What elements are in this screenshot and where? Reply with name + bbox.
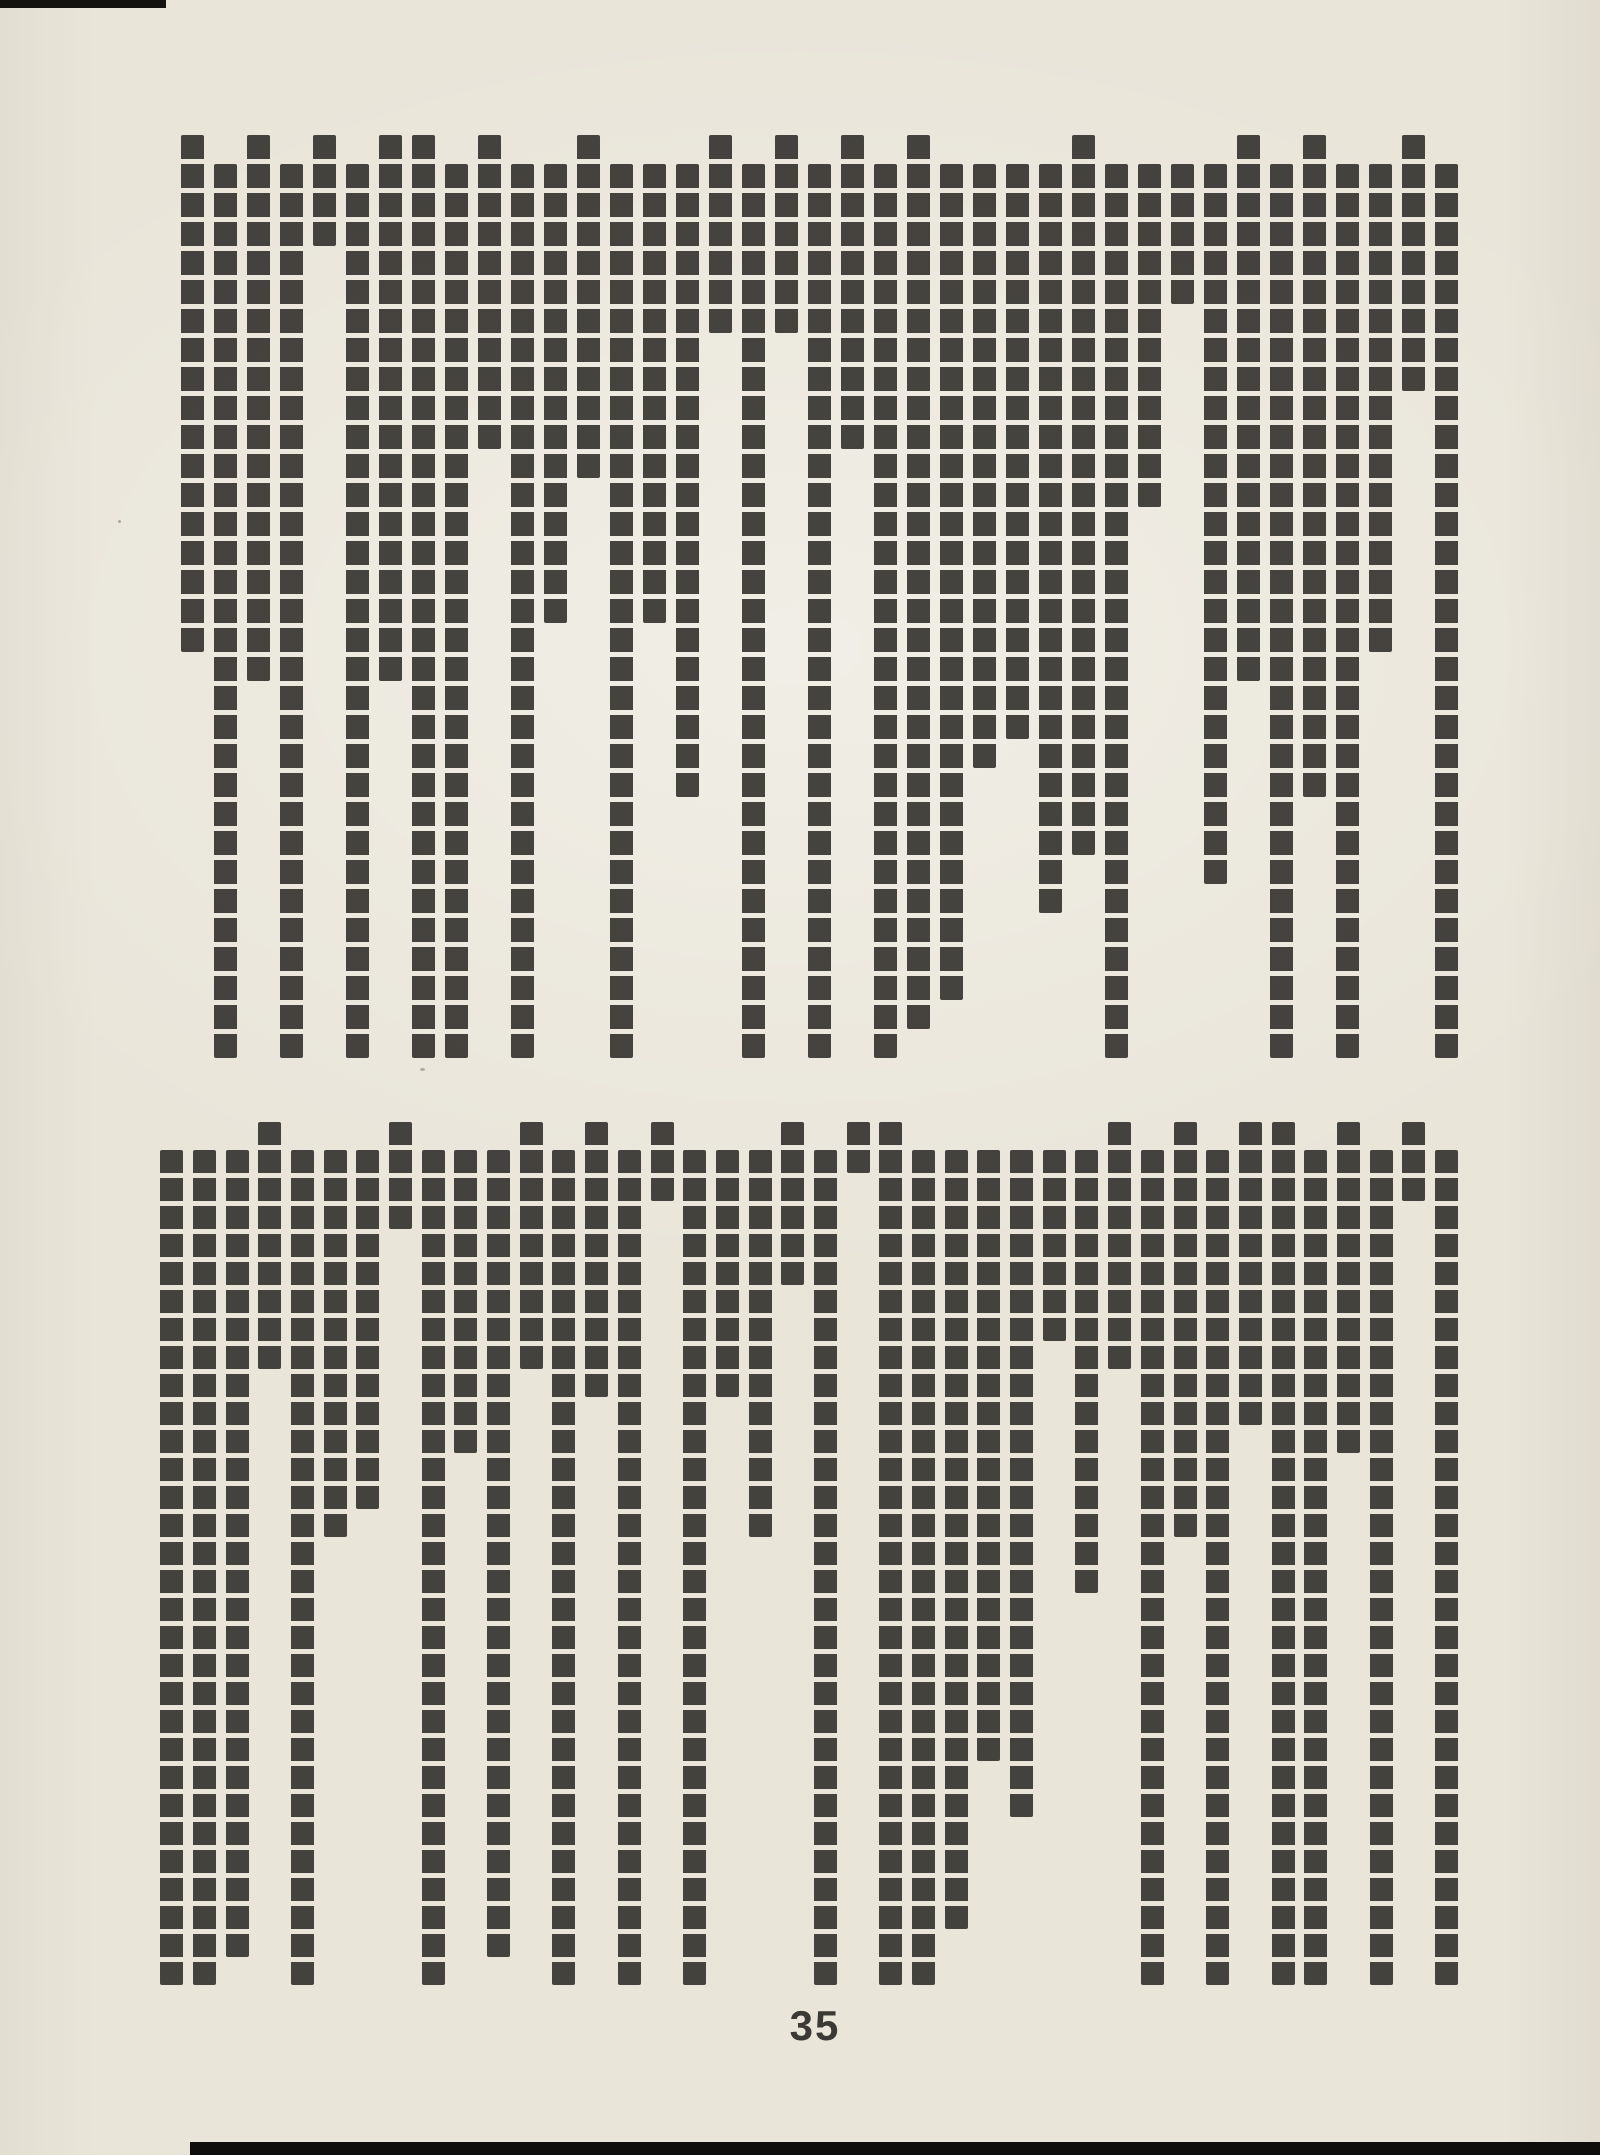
redacted-text-column [552,1150,575,1985]
redacted-text-column [291,1150,314,1985]
page-number: 35 [789,2002,841,2049]
redacted-text-column [1141,1150,1164,1985]
redacted-text-column [874,164,897,1058]
redacted-text-column [226,1150,249,1957]
redacted-text-column [1239,1122,1262,1425]
redacted-text-column [445,164,468,1058]
redacted-text-column [716,1150,739,1397]
redacted-text-column [1075,1150,1098,1593]
redacted-text-column [247,135,270,681]
redacted-text-column [1435,1150,1458,1985]
redacted-text-column [1204,164,1227,884]
redacted-text-column [1174,1122,1197,1537]
redacted-text-column [412,135,435,1058]
redacted-text-column [389,1122,412,1229]
redacted-text-column [847,1122,870,1173]
text-block-bottom [151,1122,1459,1994]
redacted-text-column [945,1150,968,1929]
redacted-text-column [1402,1122,1425,1201]
redacted-text-column [676,164,699,797]
redacted-text-column [280,164,303,1058]
redacted-text-column [1369,164,1392,652]
redacted-text-column [346,164,369,1058]
scan-speck [420,1068,425,1071]
redacted-text-column [775,135,798,333]
redacted-text-column [1105,164,1128,1058]
redacted-text-column [356,1150,379,1509]
redacted-text-column [1010,1150,1033,1817]
redacted-text-column [610,164,633,1058]
redacted-text-column [1108,1122,1131,1369]
redacted-text-column [1039,164,1062,913]
redacted-text-column [841,135,864,449]
redacted-text-column [181,135,204,652]
redacted-text-column [478,135,501,449]
redacted-text-column [1303,135,1326,797]
redacted-text-column [907,135,930,1029]
redacted-text-column [1138,164,1161,507]
text-block-top [171,135,1458,1065]
redacted-text-column [379,135,402,681]
redacted-text-column [214,164,237,1058]
redacted-text-column [520,1122,543,1369]
redacted-text-column [544,164,567,623]
redacted-text-column [258,1122,281,1369]
redacted-text-column [1435,164,1458,1058]
redacted-text-column [683,1150,706,1985]
redacted-text-column [1006,164,1029,739]
redacted-text-column [1402,135,1425,391]
redacted-text-column [422,1150,445,1985]
redacted-text-column [1370,1150,1393,1985]
redacted-text-column [912,1150,935,1985]
redacted-text-column [879,1122,902,1985]
redacted-text-column [618,1150,641,1985]
redacted-text-column [643,164,666,623]
redacted-text-column [940,164,963,1000]
redacted-text-column [709,135,732,333]
redacted-text-column [511,164,534,1058]
redacted-text-column [577,135,600,478]
redacted-text-column [651,1122,674,1201]
redacted-text-column [977,1150,1000,1761]
redacted-text-column [313,135,336,246]
redacted-text-column [160,1150,183,1985]
redacted-text-column [781,1122,804,1285]
redacted-text-column [487,1150,510,1957]
redacted-text-column [1043,1150,1066,1341]
redacted-text-column [1272,1122,1295,1985]
redacted-text-column [1337,1122,1360,1453]
redacted-text-column [808,164,831,1058]
redacted-text-column [973,164,996,768]
scan-artifact-bottom-edge [190,2142,1600,2155]
redacted-text-column [749,1150,772,1537]
redacted-text-column [1270,164,1293,1058]
redacted-text-column [814,1150,837,1985]
redacted-text-column [1206,1150,1229,1985]
redacted-text-column [1237,135,1260,681]
redacted-text-column [324,1150,347,1537]
redacted-text-column [454,1150,477,1453]
scan-artifact-top-edge [0,0,166,8]
redacted-text-column [585,1122,608,1397]
redacted-text-column [193,1150,216,1985]
redacted-text-column [1336,164,1359,1058]
redacted-text-column [1072,135,1095,855]
redacted-text-column [742,164,765,1058]
scan-speck [118,520,121,523]
redacted-text-column [1304,1150,1327,1985]
redacted-text-column [1171,164,1194,304]
